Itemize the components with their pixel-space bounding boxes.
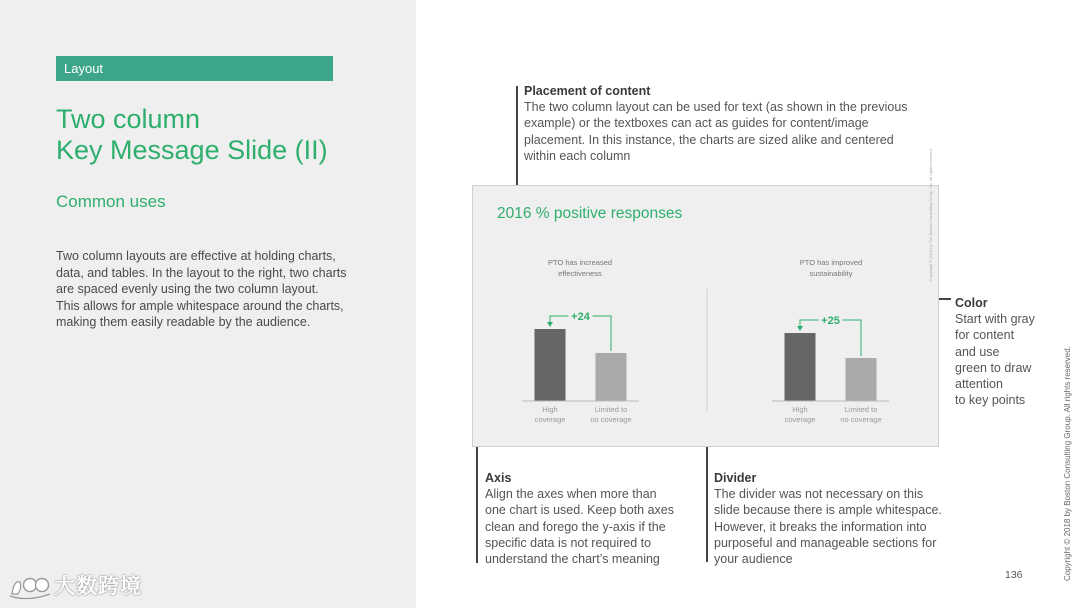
annotation-line: your audience [714, 552, 793, 567]
delta-label: +24 [571, 311, 590, 323]
axis-heading: Axis [485, 471, 512, 485]
section-tag: Layout [56, 56, 333, 81]
body-line: making them easily readable by the audience. [56, 315, 311, 329]
slide-title [56, 104, 396, 166]
annotation-line: understand the chart’s meaning [485, 552, 660, 567]
annotation-line: However, it breaks the information into [714, 519, 927, 534]
annotation-line: purposeful and manageable sections for [714, 535, 937, 550]
watermark-logo-icon [8, 572, 52, 602]
title-line-1: Two column [56, 104, 201, 134]
annotation-line: example) or the textboxes can act as guides for content/image [524, 116, 869, 131]
axis-annotation [485, 470, 700, 567]
slide-subtitle: Common uses [56, 192, 166, 211]
bar [596, 353, 627, 401]
chart-canvas [473, 186, 938, 446]
title-line-2: Key Message Slide (II) [56, 135, 328, 165]
body-line: Two column layouts are effective at holding charts, [56, 249, 336, 263]
annotation-line: attention [955, 377, 1003, 392]
chart-subtitle: sustainability [809, 269, 853, 278]
watermark [8, 572, 148, 602]
delta-arrowhead [797, 326, 803, 331]
body-line: are spaced evenly using the two column layout. [56, 282, 319, 296]
category-label: High [792, 405, 808, 414]
annotation-line: placement. In this instance, the charts are sized alike and centered [524, 132, 894, 147]
page-number: 136 [1005, 569, 1023, 581]
chart-panel-title: 2016 % positive responses [497, 205, 683, 222]
category-label: no coverage [590, 415, 632, 424]
annotation-line: and use [955, 344, 1000, 359]
annotation-line: one chart is used. Keep both axes [485, 503, 675, 518]
divider-annotation [714, 470, 974, 567]
category-label: Limited to [844, 405, 878, 414]
body-text [56, 248, 396, 331]
annotation-line: slide because there is ample whitespace. [714, 503, 942, 518]
color-annotation [955, 295, 1060, 408]
annotation-line: The divider was not necessary on this [714, 487, 924, 502]
category-label: coverage [534, 415, 566, 424]
placement-heading: Placement of content [524, 84, 651, 98]
category-label: High [542, 405, 558, 414]
bar [535, 329, 566, 401]
color-heading: Color [955, 296, 988, 310]
chart-subtitle: effectiveness [558, 269, 602, 278]
annotation-line: Start with gray [955, 312, 1035, 327]
bar [785, 333, 816, 401]
copyright-text: Copyright © 2018 by Boston Consulting Group. All rights reserved. [1063, 346, 1072, 581]
chart-subtitle: PTO has increased [547, 258, 613, 267]
annotation-line: specific data is not required to [485, 535, 652, 550]
body-line: This allows for ample whitespace around the charts, [56, 298, 344, 313]
annotation-line: within each column [524, 148, 631, 163]
annotation-line: green to draw [955, 360, 1032, 375]
chart-side-note: Copyright © 2018 by The Boston Consulting Group, Inc. All rights reserved. [928, 148, 933, 281]
delta-label: +25 [821, 315, 840, 327]
annotation-line: clean and forego the y-axis if the [485, 519, 666, 534]
bar [846, 358, 877, 401]
placement-annotation [524, 83, 954, 164]
divider-heading: Divider [714, 471, 757, 485]
delta-arrowhead [547, 322, 553, 327]
body-line: data, and tables. In the layout to the right, two charts [56, 265, 347, 280]
category-label: Limited to [594, 405, 628, 414]
annotation-line: Align the axes when more than [485, 487, 657, 502]
annotation-line: to key points [955, 393, 1026, 408]
category-label: no coverage [840, 415, 882, 424]
annotation-line: for content [955, 328, 1015, 343]
chart-subtitle: PTO has improved [799, 258, 863, 267]
annotation-line: The two column layout can be used for text (as shown in the previous [524, 100, 908, 115]
category-label: coverage [784, 415, 816, 424]
watermark-text: 大数跨境 [54, 575, 142, 598]
